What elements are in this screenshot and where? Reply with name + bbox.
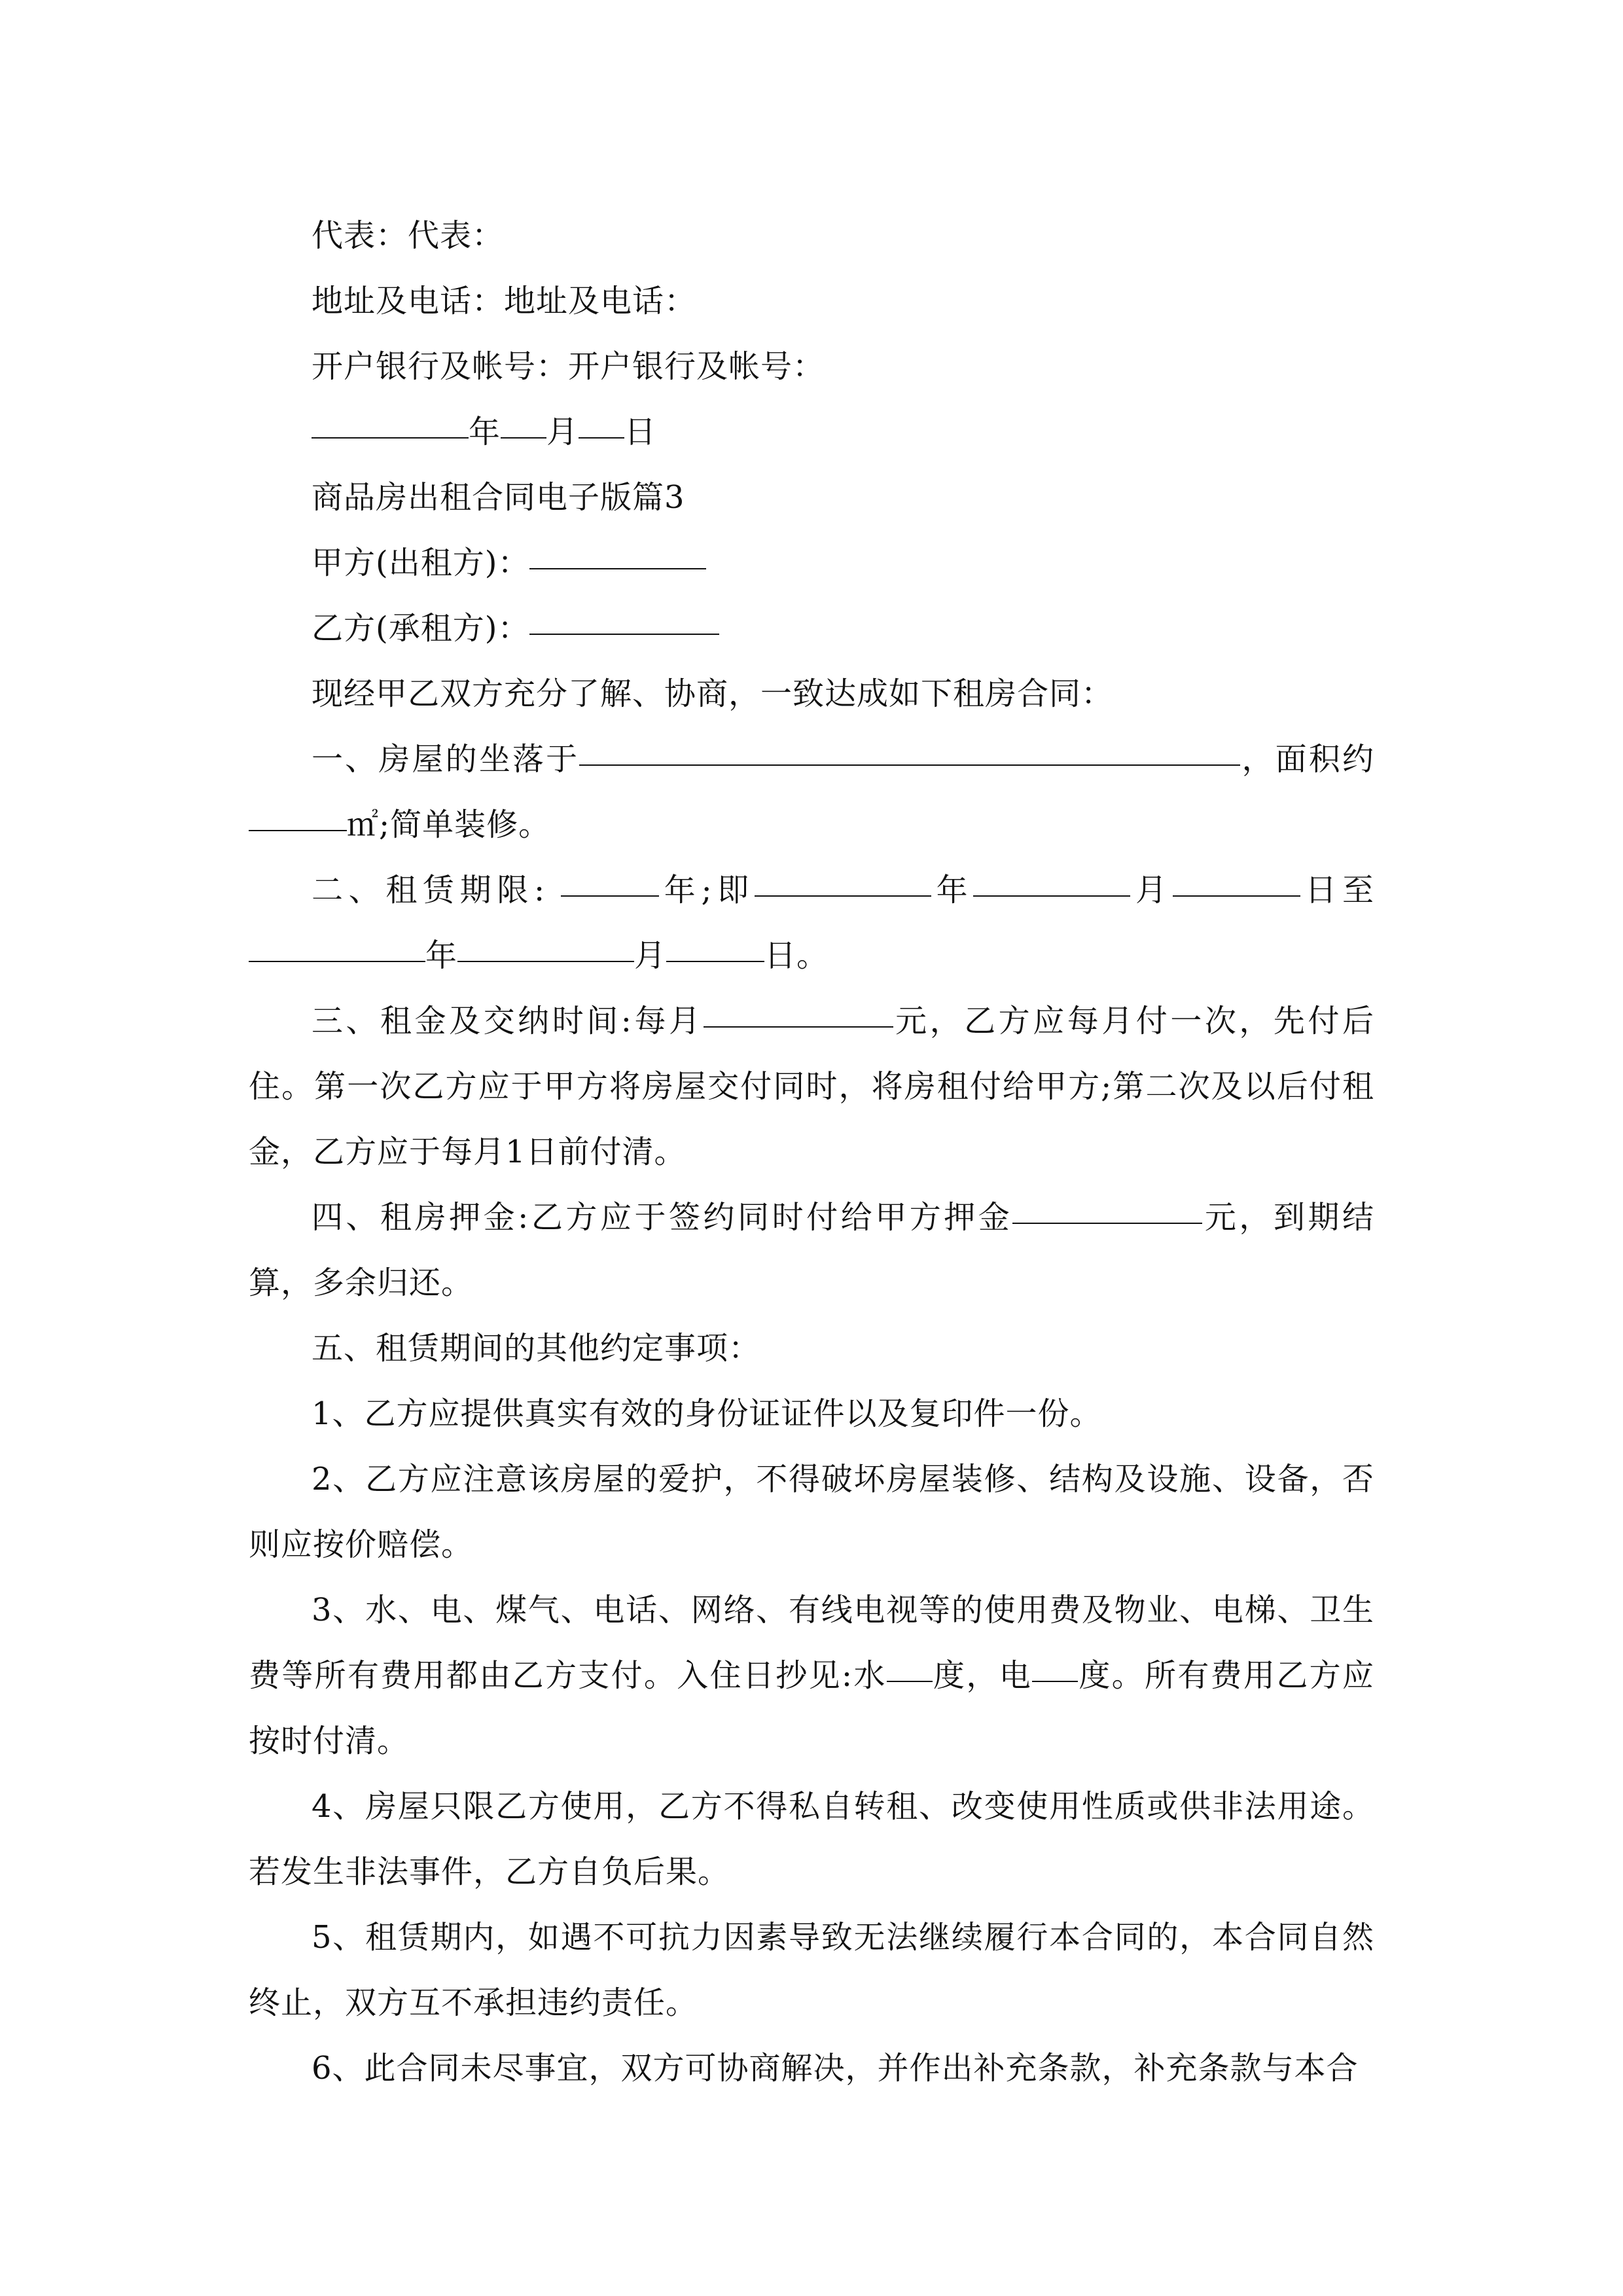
clause-5-item-3: 3、水、电、煤气、电话、网络、有线电视等的使用费及物业、电梯、卫生费等所有费用都由乙方支付。入住日抄见:水 度，电 度。所有费用乙方应按时付清。 (249, 1592, 1374, 1759)
clause-1: 一、房屋的坐落于 ，面积约㎡;简单装修。 (249, 726, 1374, 857)
bank-account-line: 开户银行及帐号：开户银行及帐号： (312, 348, 825, 385)
clause-5-heading: 五、租赁期间的其他约定事项： (312, 1330, 761, 1367)
clause-5-item-4: 4、房屋只限乙方使用，乙方不得私自转租、改变使用性质或供非法用途。若发生非法事件，乙方自负后果。 (249, 1788, 1374, 1890)
area-blank (249, 830, 347, 831)
clause-5-item-1: 1、乙方应提供真实有效的身份证证件以及复印件一份。 (312, 1395, 1102, 1432)
contract-body (249, 203, 1374, 2101)
clause-4: 四、租房押金:乙方应于签约同时付给甲方押金 元，到期结算，多余归还。 (249, 1199, 1374, 1301)
party-b-blank (529, 634, 719, 635)
deposit-blank (1012, 1223, 1202, 1224)
address-phone-line: 地址及电话：地址及电话： (312, 283, 697, 319)
party-b-line: 乙方(承租方)： (249, 596, 1374, 661)
clause-3: 三、租金及交纳时间:每月 元，乙方应每月付一次，先付后住。第一次乙方应于甲方将房屋交付同时，将房租付给甲方;第二次及以后付租金，乙方应于每月1日前付清。 (249, 1003, 1374, 1170)
water-reading-blank (887, 1681, 933, 1682)
electric-reading-blank (1032, 1681, 1078, 1682)
rent-blank (704, 1026, 893, 1028)
section-title: 商品房出租合同电子版篇3 (312, 479, 685, 516)
clause-2: 二、租赁期限: 年;即 年 月 日至年 月 日。 (249, 857, 1374, 988)
party-a-line: 甲方(出租方)： (249, 530, 1374, 596)
day-blank (579, 437, 624, 439)
location-blank (579, 764, 1240, 766)
clause-5-item-5: 5、租赁期内，如遇不可抗力因素导致无法继续履行本合同的，本合同自然终止，双方互不承担违约责任。 (249, 1919, 1374, 2021)
clause-5-item-6: 6、此合同未尽事宜，双方可协商解决，并作出补充条款，补充条款与本合 (312, 2050, 1359, 2087)
party-a-blank (529, 568, 706, 569)
intro-line: 现经甲乙双方充分了解、协商，一致达成如下租房合同： (312, 675, 1114, 712)
month-blank (501, 437, 546, 439)
clause-5-item-2: 2、乙方应注意该房屋的爱护，不得破坏房屋装修、结构及设施、设备，否则应按价赔偿。 (249, 1461, 1374, 1563)
year-blank (312, 437, 469, 439)
representative-line: 代表：代表： (312, 217, 505, 254)
signing-date-line: 年 月 日 (249, 399, 1374, 465)
